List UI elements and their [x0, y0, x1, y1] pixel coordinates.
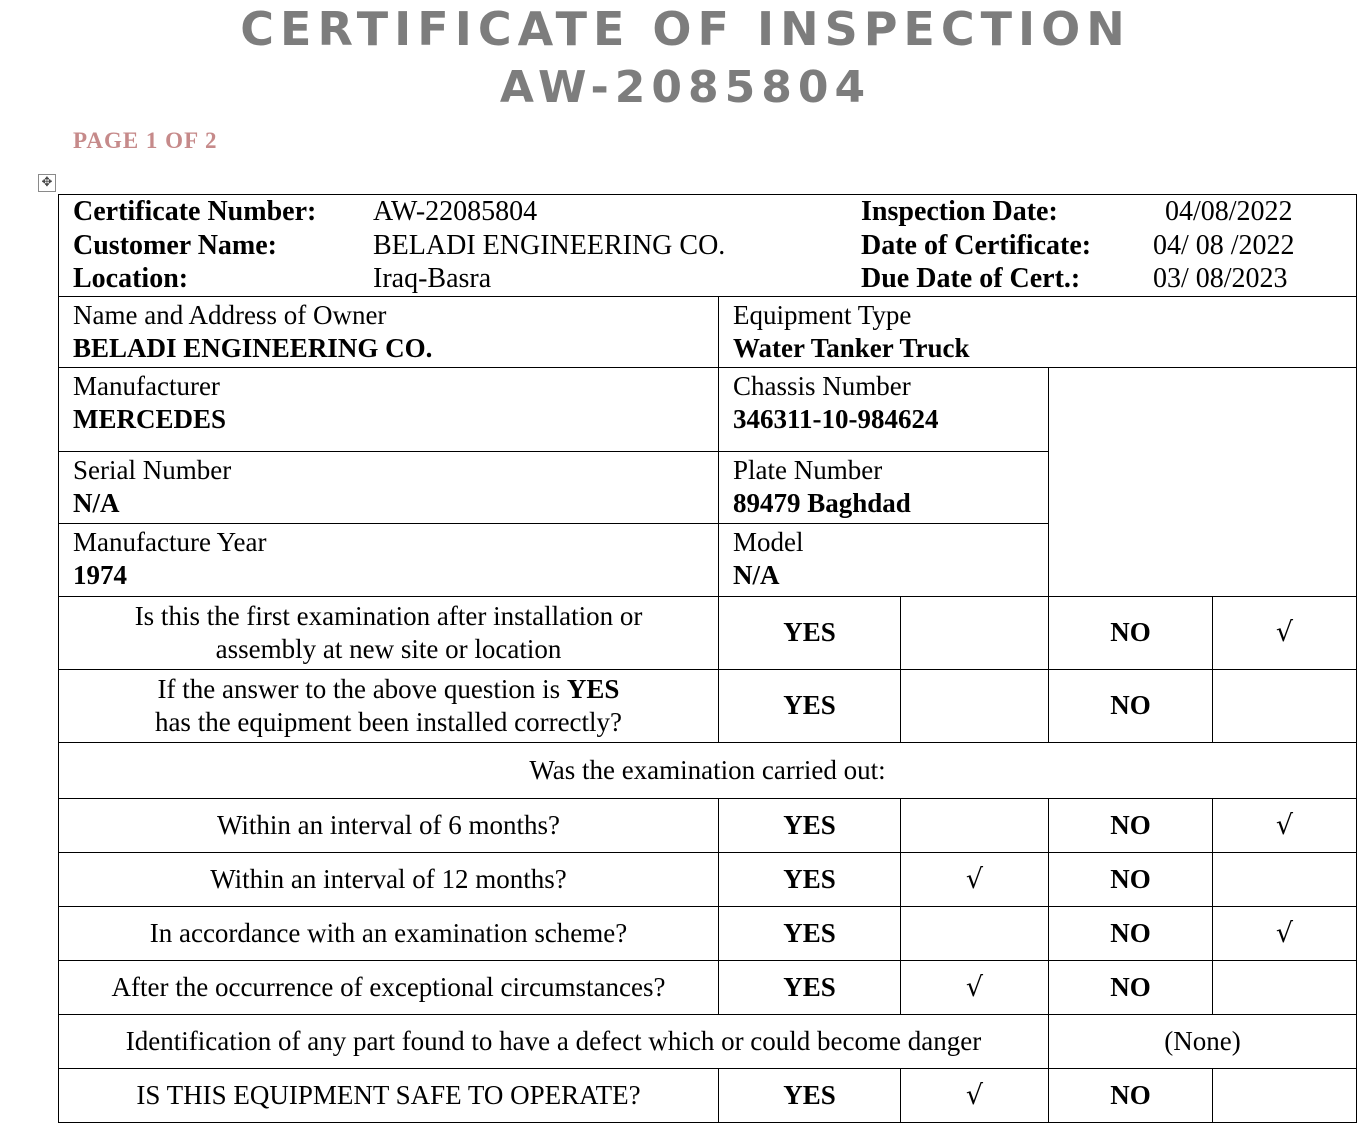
- q5-yes-check[interactable]: [901, 906, 1049, 960]
- certificate-info-block: [59, 195, 1357, 297]
- serial-label: Serial Number: [73, 454, 232, 485]
- q3-no-check[interactable]: √: [1213, 798, 1357, 852]
- question-text: If the answer to the above question is: [157, 673, 567, 704]
- serial-cell: [59, 451, 719, 523]
- certificate-title: CERTIFICATE OF INSPECTION: [240, 2, 1131, 56]
- chassis-label: Chassis Number: [733, 370, 911, 401]
- owner-value: BELADI ENGINEERING CO.: [73, 332, 433, 363]
- question-installed-correctly: [59, 669, 719, 742]
- question-examination-scheme: In accordance with an examination scheme?: [59, 906, 719, 960]
- yes-label: YES: [719, 798, 901, 852]
- defect-value: (None): [1049, 1014, 1357, 1068]
- q5-no-check[interactable]: √: [1213, 906, 1357, 960]
- model-cell: [719, 523, 1049, 596]
- yes-label: YES: [719, 669, 901, 742]
- date-of-certificate: 04/ 08 /2022: [1153, 229, 1295, 261]
- question-row: [59, 1068, 1357, 1122]
- no-label: NO: [1049, 852, 1213, 906]
- defect-question: Identification of any part found to have a defect which or could become danger: [59, 1014, 1049, 1068]
- certificate-number-label: Certificate Number:: [73, 196, 317, 227]
- question-text: has the equipment been installed correctly?: [154, 706, 623, 737]
- q2-yes-check[interactable]: [901, 669, 1049, 742]
- no-label: NO: [1049, 669, 1213, 742]
- equipment-type-value: Water Tanker Truck: [733, 332, 970, 363]
- serial-value: N/A: [73, 487, 120, 518]
- year-label: Manufacture Year: [73, 526, 267, 557]
- blank-cell: [1049, 367, 1357, 596]
- yes-label: YES: [719, 906, 901, 960]
- inspection-date-label: Inspection Date:: [861, 196, 1058, 227]
- owner-label: Name and Address of Owner: [73, 299, 387, 330]
- question-row: [59, 906, 1357, 960]
- question-row: [59, 798, 1357, 852]
- question-6-months: Within an interval of 6 months?: [59, 798, 719, 852]
- plate-value: 89479 Baghdad: [733, 487, 911, 518]
- question-row: [59, 852, 1357, 906]
- due-date-label: Due Date of Cert.:: [861, 263, 1081, 294]
- model-value: N/A: [733, 559, 780, 590]
- no-label: NO: [1049, 960, 1213, 1014]
- yes-label: YES: [719, 960, 901, 1014]
- certificate-number: AW-22085804: [373, 196, 538, 227]
- yes-label: YES: [719, 852, 901, 906]
- year-cell: [59, 523, 719, 596]
- q1-yes-check[interactable]: [901, 596, 1049, 669]
- question-first-examination: Is this the first examination after installation or assembly at new site or location: [59, 596, 719, 669]
- plate-cell: [719, 451, 1049, 523]
- safe-no-check[interactable]: [1213, 1068, 1357, 1122]
- chassis-cell: [719, 367, 1049, 451]
- yes-label: YES: [719, 1068, 901, 1122]
- page-label: PAGE 1 OF 2: [73, 128, 218, 153]
- plate-label: Plate Number: [733, 454, 883, 485]
- table-move-handle-icon[interactable]: ✥: [38, 174, 56, 192]
- owner-cell: [59, 296, 719, 367]
- question-bold-yes: YES: [566, 673, 620, 704]
- location-label: Location:: [73, 263, 189, 294]
- customer-name: BELADI ENGINEERING CO.: [373, 229, 726, 261]
- customer-name-label: Customer Name:: [73, 229, 277, 261]
- due-date: 03/ 08/2023: [1153, 263, 1288, 294]
- question-safe-to-operate: IS THIS EQUIPMENT SAFE TO OPERATE?: [59, 1068, 719, 1122]
- q4-no-check[interactable]: [1213, 852, 1357, 906]
- q1-no-check[interactable]: √: [1213, 596, 1357, 669]
- manufacturer-label: Manufacturer: [73, 370, 220, 401]
- chassis-value: 346311-10-984624: [733, 403, 939, 434]
- equipment-type-cell: [719, 296, 1357, 367]
- safe-yes-check[interactable]: √: [901, 1068, 1049, 1122]
- no-label: NO: [1049, 1068, 1213, 1122]
- question-exceptional-circumstances: After the occurrence of exceptional circumstances?: [59, 960, 719, 1014]
- date-of-certificate-label: Date of Certificate:: [861, 229, 1092, 261]
- year-value: 1974: [73, 559, 127, 590]
- location: Iraq-Basra: [373, 263, 492, 294]
- q2-no-check[interactable]: [1213, 669, 1357, 742]
- section-heading: Was the examination carried out:: [59, 742, 1357, 798]
- yes-label: YES: [719, 596, 901, 669]
- q3-yes-check[interactable]: [901, 798, 1049, 852]
- no-label: NO: [1049, 906, 1213, 960]
- manufacturer-value: MERCEDES: [73, 403, 227, 434]
- no-label: NO: [1049, 596, 1213, 669]
- question-12-months: Within an interval of 12 months?: [59, 852, 719, 906]
- certificate-table: [58, 194, 1357, 1123]
- question-row: [59, 669, 1357, 742]
- equipment-type-label: Equipment Type: [733, 299, 912, 330]
- model-label: Model: [733, 526, 804, 557]
- q6-no-check[interactable]: [1213, 960, 1357, 1014]
- q6-yes-check[interactable]: √: [901, 960, 1049, 1014]
- certificate-subtitle: AW-2085804: [499, 62, 872, 113]
- manufacturer-cell: [59, 367, 719, 451]
- question-row: [59, 596, 1357, 669]
- question-row: [59, 960, 1357, 1014]
- no-label: NO: [1049, 798, 1213, 852]
- q4-yes-check[interactable]: √: [901, 852, 1049, 906]
- inspection-date: 04/08/2022: [1165, 196, 1293, 227]
